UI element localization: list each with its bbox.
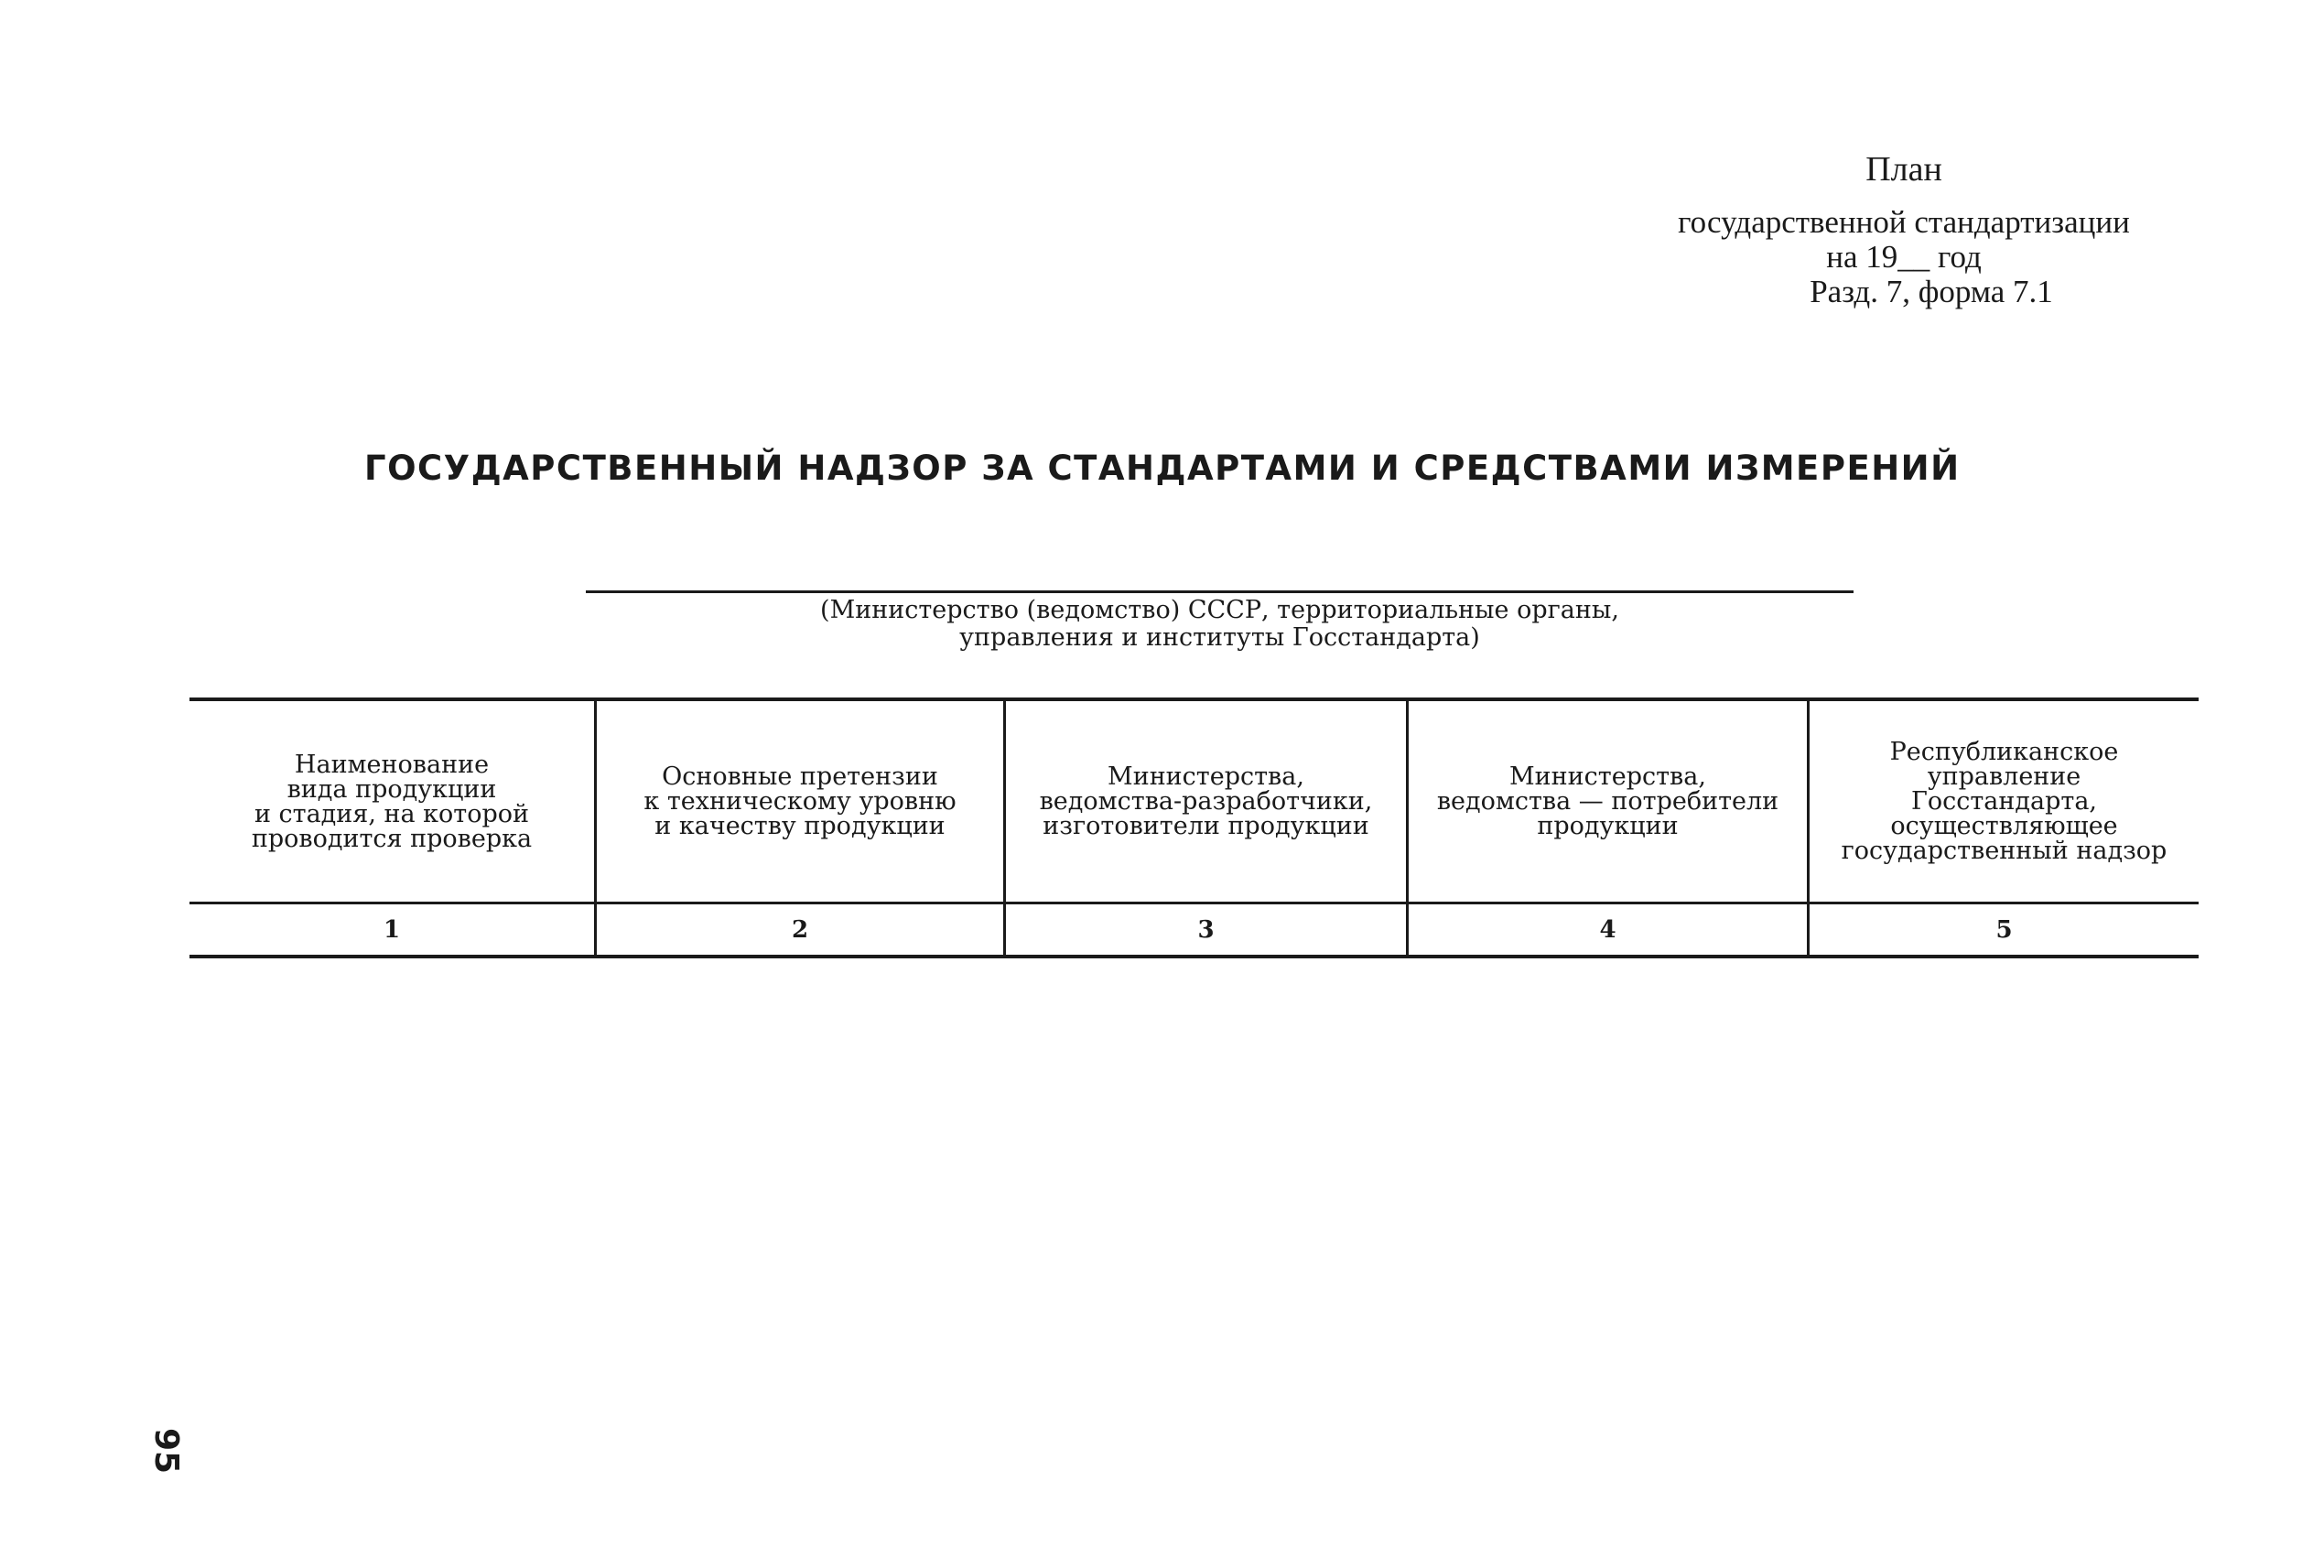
plan-header [1611, 151, 2197, 308]
plan-line-year: на 19__ год [1826, 238, 1982, 275]
ministry-caption [586, 597, 1854, 652]
table-column-number: 5 [1995, 915, 2013, 944]
page-number: 95 [147, 1427, 186, 1475]
table-header-republican-administration: Республиканское управление Госстандарта, осуществляющее государственный надзор [1810, 701, 2199, 904]
plan-line-standardization: государственной стандартизации [1678, 204, 2130, 241]
plan-title: План [1865, 150, 1942, 189]
table-header-product-name: Наименование вида продукции и стадия, на которой проводится проверка [189, 701, 597, 904]
table-header-consumer-ministries: Министерства, ведомства — потребители продукции [1409, 701, 1810, 904]
table-header-developer-ministries: Министерства, ведомства-разработчики, изготовители продукции [1006, 701, 1409, 904]
table-header-main-claims: Основные претензии к техническому уровню и качеству продукции [597, 701, 1006, 904]
form-table [189, 697, 2199, 958]
ministry-caption-line-2: управления и институты Госстандарта) [959, 623, 1480, 653]
table-column-number: 2 [597, 904, 1006, 955]
plan-line-section-form: Разд. 7, форма 7.1 [1810, 273, 2053, 309]
table-column-number: 4 [1409, 904, 1810, 955]
table-column-number: 1 [189, 904, 597, 955]
document-title: ГОСУДАРСТВЕННЫЙ НАДЗОР ЗА СТАНДАРТАМИ И СРЕДСТВАМИ ИЗМЕРЕНИЙ [364, 449, 1961, 488]
ministry-fill-line [586, 590, 1854, 593]
ministry-caption-line-1: (Министерство (ведомство) СССР, территориальные органы, [820, 596, 1619, 624]
table-column-number: 3 [1006, 904, 1409, 955]
